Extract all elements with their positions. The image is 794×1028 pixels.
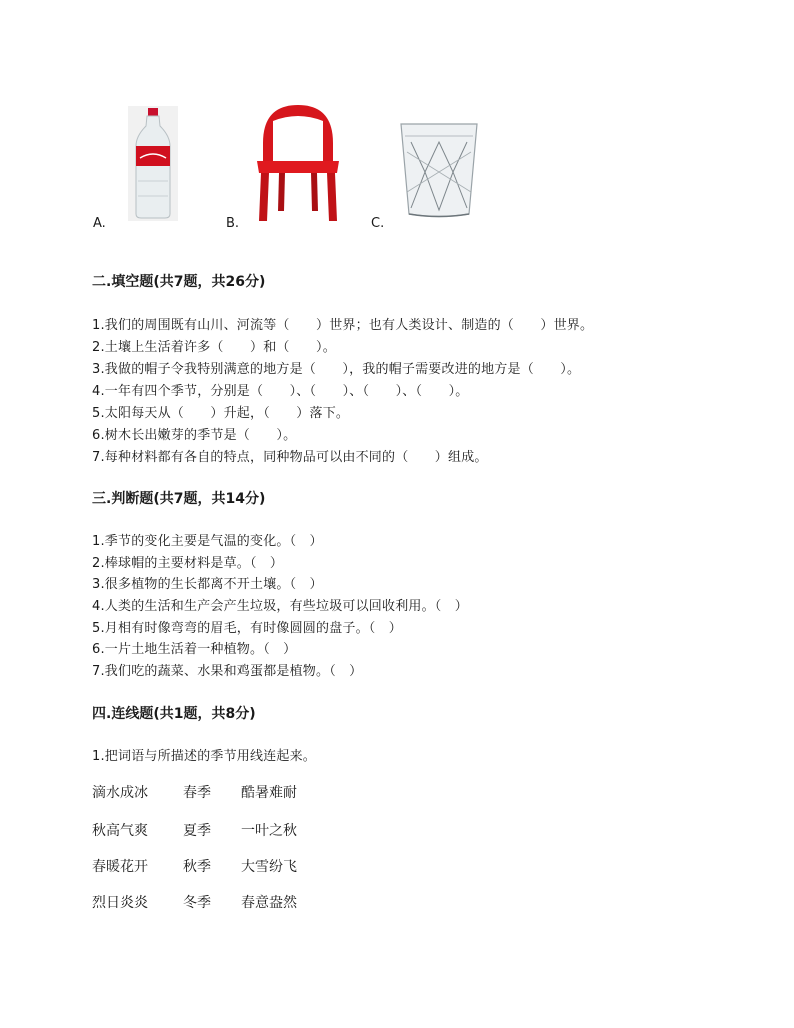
fill-question-4: 4.一年有四个季节，分别是（ ）、（ ）、（ ）、（ ）。 xyxy=(92,384,469,399)
match-word-left: 春暖花开 xyxy=(92,859,148,875)
judge-question-6: 6.一片土地生活着一种植物。（ ） xyxy=(92,642,297,657)
match-question: 1.把词语与所描述的季节用线连起来。 xyxy=(92,749,317,764)
match-word-left: 烈日炎炎 xyxy=(92,895,148,911)
judge-question-4: 4.人类的生活和生产会产生垃圾，有些垃圾可以回收利用。（ ） xyxy=(92,599,468,614)
glass-cup-picture xyxy=(399,122,479,218)
match-word-right: 酷暑难耐 xyxy=(241,785,297,801)
fill-question-7: 7.每种材料都有各自的特点，同种物品可以由不同的（ ）组成。 xyxy=(92,450,488,465)
match-season: 冬季 xyxy=(183,895,211,911)
option-b-image xyxy=(253,103,343,221)
judge-question-1: 1.季节的变化主要是气温的变化。（ ） xyxy=(92,534,323,549)
section3-title: 三.判断题(共7题，共14分) xyxy=(92,491,266,507)
match-word-right: 大雪纷飞 xyxy=(241,859,297,875)
fill-question-1: 1.我们的周围既有山川、河流等（ ）世界；也有人类设计、制造的（ ）世界。 xyxy=(92,318,594,333)
match-word-left: 滴水成冰 xyxy=(92,785,148,801)
judge-question-5: 5.月相有时像弯弯的眉毛，有时像圆圆的盘子。（ ） xyxy=(92,621,402,636)
match-word-right: 一叶之秋 xyxy=(241,823,297,839)
match-word-right: 春意盎然 xyxy=(241,895,297,911)
section2-title: 二.填空题(共7题，共26分) xyxy=(92,274,266,290)
fill-question-2: 2.土壤上生活着许多（ ）和（ ）。 xyxy=(92,340,336,355)
match-season: 春季 xyxy=(183,785,211,801)
match-season: 秋季 xyxy=(183,859,211,875)
red-chair-picture xyxy=(253,103,343,221)
fill-question-5: 5.太阳每天从（ ）升起，（ ）落下。 xyxy=(92,406,350,421)
judge-question-2: 2.棒球帽的主要材料是草。（ ） xyxy=(92,556,284,571)
option-c-label: C. xyxy=(371,216,385,231)
fill-question-3: 3.我做的帽子令我特别满意的地方是（ ），我的帽子需要改进的地方是（ ）。 xyxy=(92,362,581,377)
section4-title: 四.连线题(共1题，共8分) xyxy=(92,706,256,722)
option-b-label: B. xyxy=(226,216,240,231)
cola-bottle-picture xyxy=(128,106,178,221)
option-a-label: A. xyxy=(93,216,106,231)
judge-question-7: 7.我们吃的蔬菜、水果和鸡蛋都是植物。（ ） xyxy=(92,664,363,679)
option-c-image xyxy=(399,122,479,218)
match-season: 夏季 xyxy=(183,823,211,839)
fill-question-6: 6.树木长出嫩芽的季节是（ ）。 xyxy=(92,428,297,443)
match-word-left: 秋高气爽 xyxy=(92,823,148,839)
judge-question-3: 3.很多植物的生长都离不开土壤。（ ） xyxy=(92,577,323,592)
option-a-image xyxy=(128,106,178,221)
